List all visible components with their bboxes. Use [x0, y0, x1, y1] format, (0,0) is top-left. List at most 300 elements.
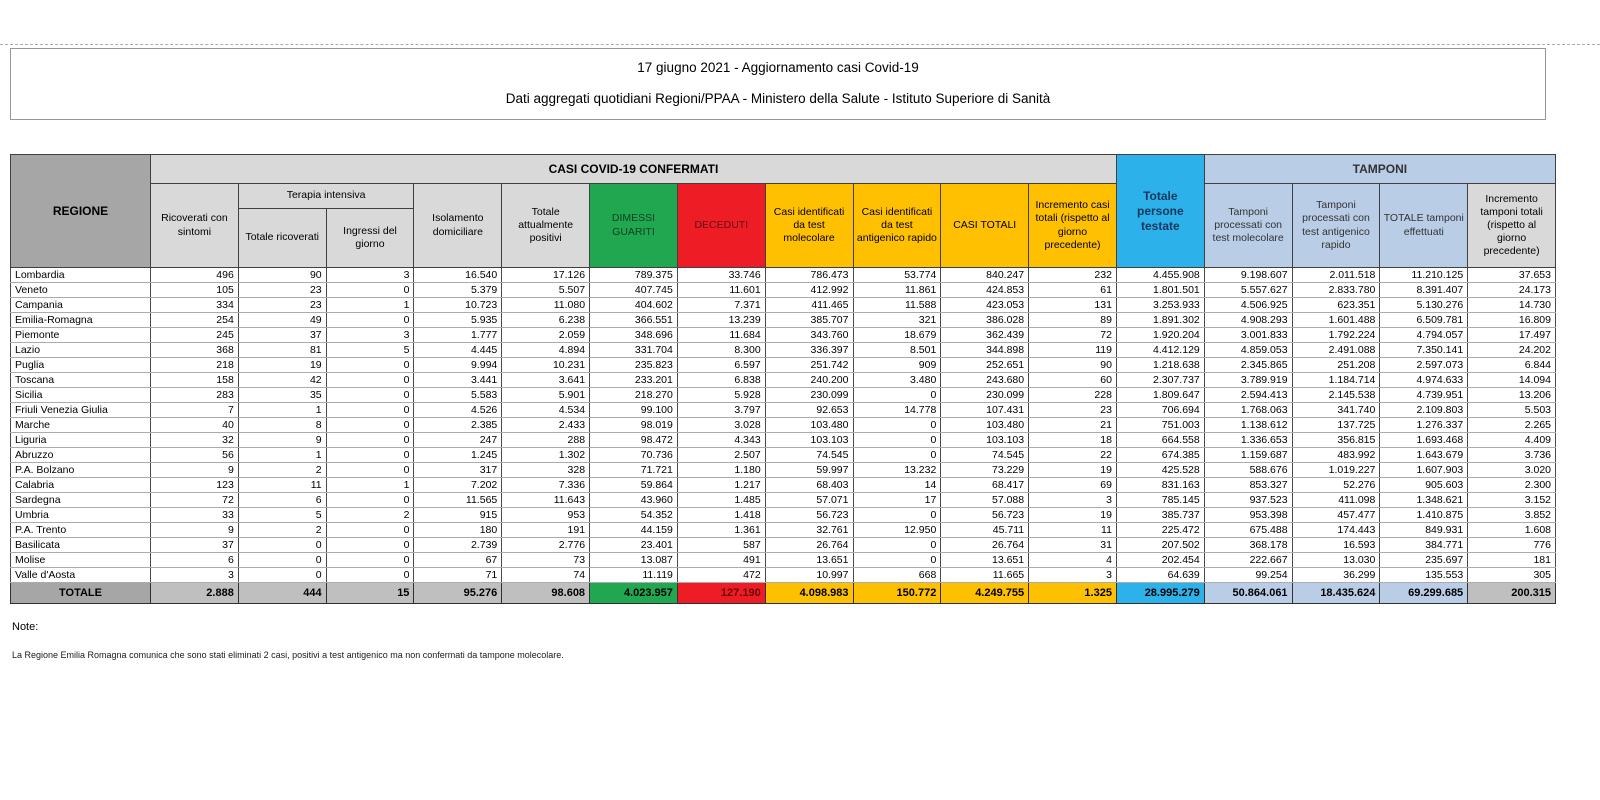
table-row [11, 463, 1556, 478]
value-cell: 252.651 [941, 358, 1029, 373]
value-cell: 81 [238, 343, 326, 358]
total-value-cell: 150.772 [853, 583, 941, 604]
region-cell: Valle d'Aosta [11, 568, 151, 583]
value-cell: 68.403 [765, 478, 853, 493]
value-cell: 6.509.781 [1380, 313, 1468, 328]
value-cell: 2.345.865 [1204, 358, 1292, 373]
region-cell: Basilicata [11, 538, 151, 553]
value-cell: 4 [1029, 553, 1117, 568]
value-cell: 89 [1029, 313, 1117, 328]
value-cell: 251.208 [1292, 358, 1380, 373]
total-row [11, 583, 1556, 604]
value-cell: 288 [502, 433, 590, 448]
value-cell: 0 [326, 523, 414, 538]
value-cell: 2.300 [1468, 478, 1556, 493]
value-cell: 21 [1029, 418, 1117, 433]
total-value-cell: 127.190 [677, 583, 765, 604]
value-cell: 1.777 [414, 328, 502, 343]
value-cell: 8.391.407 [1380, 283, 1468, 298]
value-cell: 90 [1029, 358, 1117, 373]
value-cell: 16.540 [414, 268, 502, 283]
value-cell: 0 [238, 538, 326, 553]
value-cell: 1.302 [502, 448, 590, 463]
header-casi-test-molecolare: Casi identificati da test molecolare [765, 184, 853, 268]
value-cell: 1.485 [677, 493, 765, 508]
value-cell: 26.764 [765, 538, 853, 553]
region-cell: Lombardia [11, 268, 151, 283]
header-tamponi-molecolare: Tamponi processati con test molecolare [1204, 184, 1292, 268]
value-cell: 674.385 [1116, 448, 1204, 463]
value-cell: 254 [151, 313, 239, 328]
value-cell: 4.506.925 [1204, 298, 1292, 313]
value-cell: 4.739.951 [1380, 388, 1468, 403]
value-cell: 35 [238, 388, 326, 403]
value-cell: 7.371 [677, 298, 765, 313]
value-cell: 57.088 [941, 493, 1029, 508]
value-cell: 1.348.621 [1380, 493, 1468, 508]
value-cell: 245 [151, 328, 239, 343]
region-cell: Veneto [11, 283, 151, 298]
value-cell: 1.601.488 [1292, 313, 1380, 328]
value-cell: 202.454 [1116, 553, 1204, 568]
value-cell: 407.745 [590, 283, 678, 298]
header-totale-ricoverati: Totale ricoverati [238, 209, 326, 268]
value-cell: 3 [1029, 493, 1117, 508]
total-value-cell: 2.888 [151, 583, 239, 604]
value-cell: 0 [326, 388, 414, 403]
value-cell: 135.553 [1380, 568, 1468, 583]
value-cell: 17 [853, 493, 941, 508]
total-value-cell: 95.276 [414, 583, 502, 604]
value-cell: 4.343 [677, 433, 765, 448]
value-cell: 9 [238, 433, 326, 448]
value-cell: 131 [1029, 298, 1117, 313]
value-cell: 0 [853, 508, 941, 523]
value-cell: 3 [326, 268, 414, 283]
value-cell: 13.087 [590, 553, 678, 568]
total-value-cell: 4.098.983 [765, 583, 853, 604]
value-cell: 158 [151, 373, 239, 388]
header-dimessi-guariti: DIMESSI GUARITI [590, 184, 678, 268]
value-cell: 1.184.714 [1292, 373, 1380, 388]
table-body [11, 268, 1556, 583]
total-value-cell: 1.325 [1029, 583, 1117, 604]
value-cell: 1.607.903 [1380, 463, 1468, 478]
value-cell: 425.528 [1116, 463, 1204, 478]
value-cell: 2.594.413 [1204, 388, 1292, 403]
value-cell: 13.651 [765, 553, 853, 568]
value-cell: 230.099 [765, 388, 853, 403]
value-cell: 706.694 [1116, 403, 1204, 418]
header-regione: REGIONE [11, 155, 151, 268]
value-cell: 588.676 [1204, 463, 1292, 478]
value-cell: 13.651 [941, 553, 1029, 568]
value-cell: 4.409 [1468, 433, 1556, 448]
value-cell: 4.894 [502, 343, 590, 358]
value-cell: 786.473 [765, 268, 853, 283]
value-cell: 386.028 [941, 313, 1029, 328]
value-cell: 953.398 [1204, 508, 1292, 523]
value-cell: 5 [326, 343, 414, 358]
value-cell: 103.103 [765, 433, 853, 448]
value-cell: 207.502 [1116, 538, 1204, 553]
value-cell: 68.417 [941, 478, 1029, 493]
region-cell: Sardegna [11, 493, 151, 508]
value-cell: 3.028 [677, 418, 765, 433]
region-cell: Molise [11, 553, 151, 568]
value-cell: 1 [238, 403, 326, 418]
value-cell: 5.928 [677, 388, 765, 403]
value-cell: 2 [326, 508, 414, 523]
value-cell: 2.491.088 [1292, 343, 1380, 358]
value-cell: 1 [326, 478, 414, 493]
value-cell: 664.558 [1116, 433, 1204, 448]
value-cell: 174.443 [1292, 523, 1380, 538]
value-cell: 5 [238, 508, 326, 523]
value-cell: 7.350.141 [1380, 343, 1468, 358]
value-cell: 2 [238, 523, 326, 538]
header-casi-test-antigenico: Casi identificati da test antigenico rapido [853, 184, 941, 268]
value-cell: 24.173 [1468, 283, 1556, 298]
value-cell: 3.789.919 [1204, 373, 1292, 388]
value-cell: 59.997 [765, 463, 853, 478]
value-cell: 0 [326, 493, 414, 508]
table-header [11, 155, 1556, 268]
header-incremento-tamponi: Incremento tamponi totali (rispetto al giorno precedente) [1468, 184, 1556, 268]
value-cell: 43.960 [590, 493, 678, 508]
value-cell: 99.100 [590, 403, 678, 418]
value-cell: 5.557.627 [1204, 283, 1292, 298]
value-cell: 6 [238, 493, 326, 508]
value-cell: 42 [238, 373, 326, 388]
value-cell: 31 [1029, 538, 1117, 553]
value-cell: 334 [151, 298, 239, 313]
value-cell: 11.861 [853, 283, 941, 298]
table-row [11, 478, 1556, 493]
value-cell: 336.397 [765, 343, 853, 358]
value-cell: 1 [326, 298, 414, 313]
value-cell: 2.109.803 [1380, 403, 1468, 418]
value-cell: 1.768.063 [1204, 403, 1292, 418]
value-cell: 366.551 [590, 313, 678, 328]
value-cell: 0 [326, 553, 414, 568]
value-cell: 11.601 [677, 283, 765, 298]
value-cell: 853.327 [1204, 478, 1292, 493]
report-title: 17 giugno 2021 - Aggiornamento casi Covid-19 [637, 60, 919, 75]
value-cell: 11.643 [502, 493, 590, 508]
value-cell: 235.823 [590, 358, 678, 373]
value-cell: 33.746 [677, 268, 765, 283]
value-cell: 23.401 [590, 538, 678, 553]
value-cell: 4.526 [414, 403, 502, 418]
value-cell: 74.545 [765, 448, 853, 463]
value-cell: 69 [1029, 478, 1117, 493]
table-row [11, 388, 1556, 403]
total-value-cell: 15 [326, 583, 414, 604]
value-cell: 587 [677, 538, 765, 553]
region-cell: Puglia [11, 358, 151, 373]
value-cell: 341.740 [1292, 403, 1380, 418]
table-row [11, 508, 1556, 523]
region-cell: Abruzzo [11, 448, 151, 463]
value-cell: 37 [238, 328, 326, 343]
value-cell: 180 [414, 523, 502, 538]
report-subtitle: Dati aggregati quotidiani Regioni/PPAA - Ministero della Salute - Istituto Superiore di Sanità [505, 91, 1051, 106]
value-cell: 4.859.053 [1204, 343, 1292, 358]
value-cell: 1.276.337 [1380, 418, 1468, 433]
value-cell: 90 [238, 268, 326, 283]
value-cell: 5.583 [414, 388, 502, 403]
total-value-cell: 50.864.061 [1204, 583, 1292, 604]
header-tamponi-antigenico: Tamponi processati con test antigenico rapido [1292, 184, 1380, 268]
value-cell: 233.201 [590, 373, 678, 388]
value-cell: 52.276 [1292, 478, 1380, 493]
region-cell: Friuli Venezia Giulia [11, 403, 151, 418]
value-cell: 23 [1029, 403, 1117, 418]
value-cell: 14.730 [1468, 298, 1556, 313]
value-cell: 1.801.501 [1116, 283, 1204, 298]
value-cell: 70.736 [590, 448, 678, 463]
value-cell: 6 [151, 553, 239, 568]
value-cell: 191 [502, 523, 590, 538]
region-cell: P.A. Bolzano [11, 463, 151, 478]
value-cell: 1.218.638 [1116, 358, 1204, 373]
total-value-cell: 444 [238, 583, 326, 604]
value-cell: 228 [1029, 388, 1117, 403]
value-cell: 8 [238, 418, 326, 433]
value-cell: 0 [326, 568, 414, 583]
note-text: La Regione Emilia Romagna comunica che sono stati eliminati 2 casi, positivi a test antigenico ma non confermati da tampone molecolare. [12, 650, 564, 660]
value-cell: 103.480 [765, 418, 853, 433]
value-cell: 72 [1029, 328, 1117, 343]
value-cell: 3.020 [1468, 463, 1556, 478]
table-row [11, 448, 1556, 463]
value-cell: 232 [1029, 268, 1117, 283]
value-cell: 905.603 [1380, 478, 1468, 493]
value-cell: 32 [151, 433, 239, 448]
value-cell: 13.232 [853, 463, 941, 478]
value-cell: 18.679 [853, 328, 941, 343]
value-cell: 3.480 [853, 373, 941, 388]
header-totale-tamponi: TOTALE tamponi effettuati [1380, 184, 1468, 268]
value-cell: 344.898 [941, 343, 1029, 358]
header-ricoverati-con-sintomi: Ricoverati con sintomi [151, 184, 239, 268]
value-cell: 3.253.933 [1116, 298, 1204, 313]
value-cell: 225.472 [1116, 523, 1204, 538]
value-cell: 496 [151, 268, 239, 283]
value-cell: 222.667 [1204, 553, 1292, 568]
value-cell: 10.231 [502, 358, 590, 373]
value-cell: 5.507 [502, 283, 590, 298]
value-cell: 11 [1029, 523, 1117, 538]
value-cell: 67 [414, 553, 502, 568]
value-cell: 0 [326, 448, 414, 463]
value-cell: 4.455.908 [1116, 268, 1204, 283]
group-header-casi-confermati: CASI COVID-19 CONFERMATI [151, 155, 1117, 184]
value-cell: 235.697 [1380, 553, 1468, 568]
value-cell: 49 [238, 313, 326, 328]
value-cell: 424.853 [941, 283, 1029, 298]
region-cell: Sicilia [11, 388, 151, 403]
value-cell: 1.180 [677, 463, 765, 478]
value-cell: 11.210.125 [1380, 268, 1468, 283]
value-cell: 13.206 [1468, 388, 1556, 403]
value-cell: 72 [151, 493, 239, 508]
value-cell: 1.643.679 [1380, 448, 1468, 463]
value-cell: 243.680 [941, 373, 1029, 388]
value-cell: 11.565 [414, 493, 502, 508]
value-cell: 119 [1029, 343, 1117, 358]
value-cell: 668 [853, 568, 941, 583]
value-cell: 11.588 [853, 298, 941, 313]
value-cell: 107.431 [941, 403, 1029, 418]
value-cell: 321 [853, 313, 941, 328]
value-cell: 13.030 [1292, 553, 1380, 568]
value-cell: 3 [1029, 568, 1117, 583]
value-cell: 19 [238, 358, 326, 373]
value-cell: 17.126 [502, 268, 590, 283]
table-row [11, 283, 1556, 298]
value-cell: 2.265 [1468, 418, 1556, 433]
value-cell: 1.891.302 [1116, 313, 1204, 328]
value-cell: 6.238 [502, 313, 590, 328]
table-row [11, 568, 1556, 583]
value-cell: 137.725 [1292, 418, 1380, 433]
value-cell: 73.229 [941, 463, 1029, 478]
total-value-cell: 4.249.755 [941, 583, 1029, 604]
value-cell: 23 [238, 298, 326, 313]
value-cell: 776 [1468, 538, 1556, 553]
value-cell: 4.908.293 [1204, 313, 1292, 328]
value-cell: 915 [414, 508, 502, 523]
region-cell: Lazio [11, 343, 151, 358]
value-cell: 251.742 [765, 358, 853, 373]
value-cell: 3.852 [1468, 508, 1556, 523]
value-cell: 11.119 [590, 568, 678, 583]
region-cell: Emilia-Romagna [11, 313, 151, 328]
value-cell: 56.723 [941, 508, 1029, 523]
value-cell: 103.480 [941, 418, 1029, 433]
value-cell: 99.254 [1204, 568, 1292, 583]
value-cell: 1 [238, 448, 326, 463]
region-cell: Piemonte [11, 328, 151, 343]
value-cell: 98.472 [590, 433, 678, 448]
region-cell: Umbria [11, 508, 151, 523]
value-cell: 491 [677, 553, 765, 568]
value-cell: 61 [1029, 283, 1117, 298]
value-cell: 40 [151, 418, 239, 433]
value-cell: 9 [151, 523, 239, 538]
value-cell: 751.003 [1116, 418, 1204, 433]
value-cell: 230.099 [941, 388, 1029, 403]
value-cell: 317 [414, 463, 502, 478]
value-cell: 71 [414, 568, 502, 583]
value-cell: 2.385 [414, 418, 502, 433]
value-cell: 14.778 [853, 403, 941, 418]
value-cell: 1.920.204 [1116, 328, 1204, 343]
value-cell: 411.465 [765, 298, 853, 313]
value-cell: 16.809 [1468, 313, 1556, 328]
value-cell: 22 [1029, 448, 1117, 463]
region-cell: Calabria [11, 478, 151, 493]
value-cell: 385.707 [765, 313, 853, 328]
value-cell: 218 [151, 358, 239, 373]
value-cell: 348.696 [590, 328, 678, 343]
value-cell: 9.994 [414, 358, 502, 373]
value-cell: 0 [238, 568, 326, 583]
value-cell: 331.704 [590, 343, 678, 358]
value-cell: 1.418 [677, 508, 765, 523]
value-cell: 14 [853, 478, 941, 493]
value-cell: 3.641 [502, 373, 590, 388]
header-casi-totali: CASI TOTALI [941, 184, 1029, 268]
header-isolamento-domiciliare: Isolamento domiciliare [414, 184, 502, 268]
value-cell: 1.608 [1468, 523, 1556, 538]
value-cell: 3 [326, 328, 414, 343]
value-cell: 7 [151, 403, 239, 418]
value-cell: 1.792.224 [1292, 328, 1380, 343]
value-cell: 937.523 [1204, 493, 1292, 508]
covid-table [10, 154, 1556, 604]
value-cell: 4.974.633 [1380, 373, 1468, 388]
value-cell: 8.501 [853, 343, 941, 358]
value-cell: 2.307.737 [1116, 373, 1204, 388]
value-cell: 123 [151, 478, 239, 493]
value-cell: 9 [151, 463, 239, 478]
value-cell: 5.130.276 [1380, 298, 1468, 313]
value-cell: 343.760 [765, 328, 853, 343]
value-cell: 675.488 [1204, 523, 1292, 538]
value-cell: 4.534 [502, 403, 590, 418]
value-cell: 5.379 [414, 283, 502, 298]
value-cell: 362.439 [941, 328, 1029, 343]
value-cell: 0 [853, 553, 941, 568]
value-cell: 4.445 [414, 343, 502, 358]
value-cell: 1.410.875 [1380, 508, 1468, 523]
value-cell: 11.080 [502, 298, 590, 313]
value-cell: 412.992 [765, 283, 853, 298]
value-cell: 356.815 [1292, 433, 1380, 448]
value-cell: 44.159 [590, 523, 678, 538]
value-cell: 5.935 [414, 313, 502, 328]
value-cell: 0 [853, 448, 941, 463]
value-cell: 423.053 [941, 298, 1029, 313]
header-ingressi-del-giorno: Ingressi del giorno [326, 209, 414, 268]
value-cell: 2 [238, 463, 326, 478]
value-cell: 404.602 [590, 298, 678, 313]
table-row [11, 403, 1556, 418]
table-row [11, 343, 1556, 358]
value-cell: 411.098 [1292, 493, 1380, 508]
value-cell: 909 [853, 358, 941, 373]
value-cell: 1.693.468 [1380, 433, 1468, 448]
value-cell: 3.797 [677, 403, 765, 418]
value-cell: 0 [326, 433, 414, 448]
header-deceduti: DECEDUTI [677, 184, 765, 268]
value-cell: 181 [1468, 553, 1556, 568]
value-cell: 56 [151, 448, 239, 463]
total-value-cell: 69.299.685 [1380, 583, 1468, 604]
value-cell: 2.597.073 [1380, 358, 1468, 373]
value-cell: 3.441 [414, 373, 502, 388]
covid-table-wrap [10, 154, 1556, 604]
value-cell: 472 [677, 568, 765, 583]
value-cell: 328 [502, 463, 590, 478]
value-cell: 1.217 [677, 478, 765, 493]
value-cell: 2.833.780 [1292, 283, 1380, 298]
value-cell: 56.723 [765, 508, 853, 523]
table-row [11, 433, 1556, 448]
